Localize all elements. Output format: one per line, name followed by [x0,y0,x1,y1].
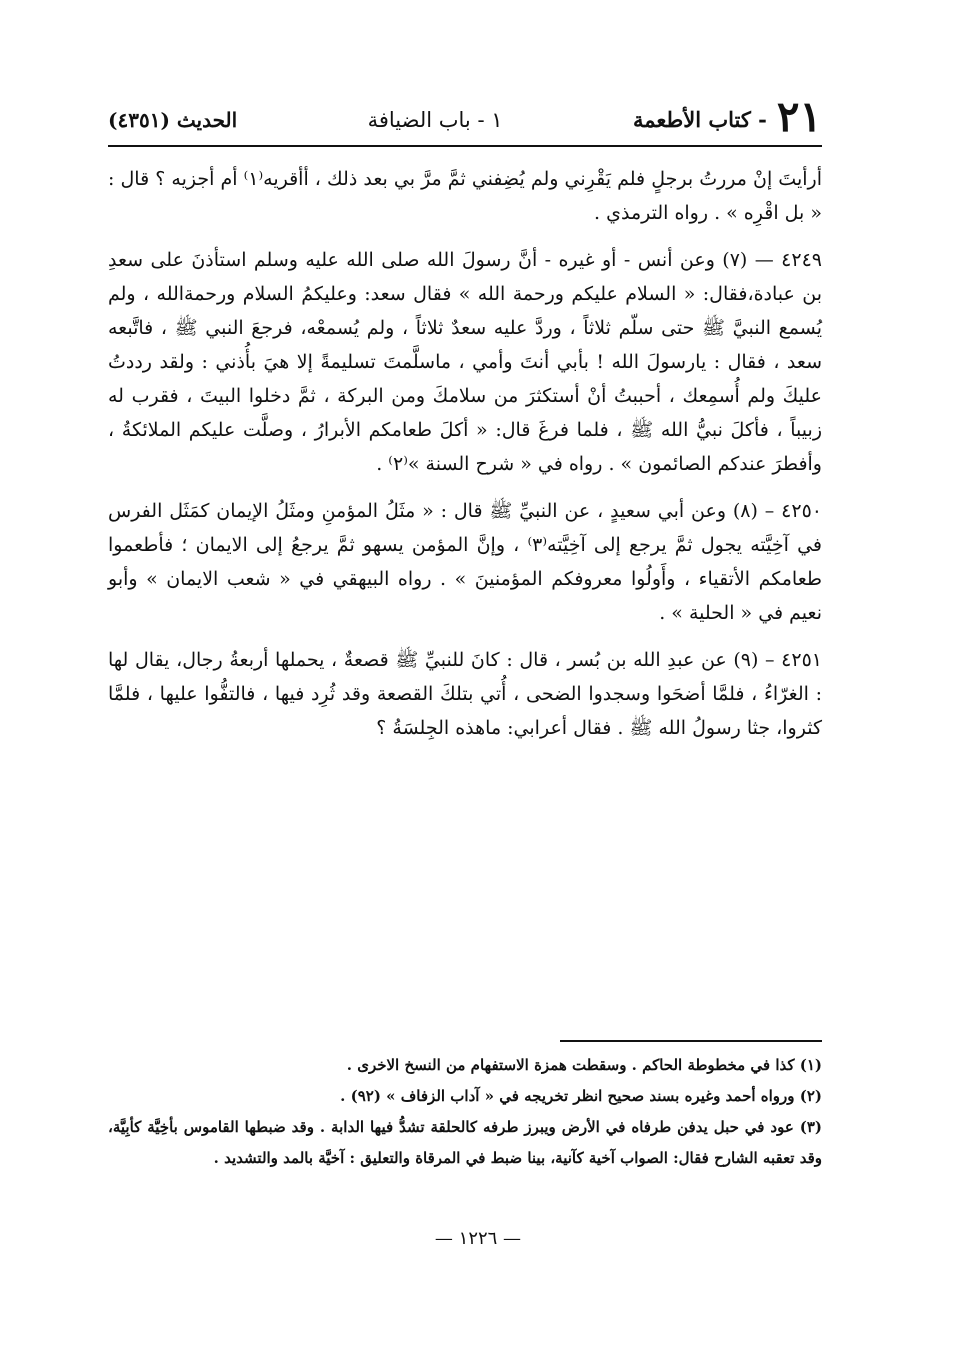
book-title: - كتاب الأطعمة [632,107,767,132]
footnote-3: (٣) عود في حبل يدفن طرفاه في الأرض ويبرز طرفه كالحلقة تشدُّ فيها الدابة . وقد ضبطها القاموس بأخِيَّة كأبِيَّة، وقد تعقبه الشارح فقال: الصواب آخية كآنية، بينا ضبط في المرقاة والتعليق : آخيَّة بالمد والتشديد . [108,1118,822,1167]
running-header [108,82,822,141]
header-divider [108,145,822,147]
page-number: — ١٢٢٦ — [434,1228,522,1249]
hadith-4250: ٤٢٥٠ – (٨) وعن أبي سعيدٍ ، عن النبيِّ ﷺ قال : « مثَلُ المؤمنِ ومثَلُ الإيمان كمَثَل الفرس في آخِيَّته يجول ثمَّ يرجع إلى آخِيَّته⁽٣⁾ ، وإنَّ المؤمن يسهو ثمَّ يرجعُ إلى الايمان ؛ فأطعموا طعامكم الأتقياء ، وأَولُوا معروفكم المؤمنينَ » . رواه البيهقي في « شعب الايمان » وأبو نعيم في « الحلية » . [108,500,822,624]
footnotes [108,1050,822,1174]
hadith-range: الحديث (٤٣٥١) [108,108,238,132]
chapter-title: ١ - باب الضيافة [367,108,503,132]
footnote-divider [560,1040,822,1042]
hadith-4251: ٤٢٥١ – (٩) عن عبدِ الله بن بُسر ، قال : كانَ للنبيِّ ﷺ قصعةٌ ، يحملها أربعةُ رجال، يقال لها : الغرّاءُ ، فلمَّا أضحَوا وسجدوا الضحى ، أُتي بتلكَ القصعة وقد ثُرِد فيها ، فالتفُّوا عليها ، فلمَّا كثروا، جثا رسولُ الله ﷺ . فقال أعرابي: ماهذه الجِلسَةُ ؟ [108,649,822,739]
main-text [108,162,822,758]
book-number: ٢١ [776,92,822,141]
footnote-2: (٢) ورواه أحمد وغيره بسند صحيح انظر تخريجه في « آداب الزفاف » (٩٢) . [340,1087,822,1105]
paragraph-continuation: أرأيتَ إنْ مررتُ برجلٍ فلم يَقْرِني ولم يُضِفني ثمَّ مرَّ بي بعد ذلك ، أأقريه⁽١⁾ أم أجزيه ؟ قال : « بل اقْرِه » . رواه الترمذي . [108,168,822,224]
hadith-4249: ٤٢٤٩ — (٧) وعن أنس - أو غيره - أنَّ رسولَ الله صلى الله عليه وسلم استأذنَ على سعدِ بن عبادة،فقال: « السلام عليكم ورحمة الله » فقال سعد: وعليكمُ السلام ورحمةالله ، ولم يُسمع النبيَّ ﷺ حتى سلّم ثلاثاً ، وردَّ عليه سعدٌ ثلاثاً ، ولم يُسمعْه، فرجعَ النبي ﷺ ، فاتَّبعه سعد ، فقال : يارسولَ الله ! بأبي أنتَ وأمي ، ماسلَّمتَ تسليمةً إلا هيَ بأُذني : ولقد رددتُ عليكَ ولم أُسمِعك ، أحببتُ أنْ أستكثرَ من سلامكَ ومن البركة ، ثمَّ دخلوا البيتَ ، فقرب له زبيباً ، فأكلَ نبيُّ الله ﷺ ، فلما فرغَ قال: « أكلَ طعامكم الأبرارُ ، وصلَّت عليكم الملائكةُ ، وأفطرَ عندكم الصائمون » . رواه في « شرح السنة »⁽٢⁾ . [108,249,822,475]
book-heading [632,92,822,141]
footnote-1: (١) كذا في مخطوطة الحاكم . وسقطت همزة الاستفهام من النسخ الاخرى . [346,1056,822,1074]
